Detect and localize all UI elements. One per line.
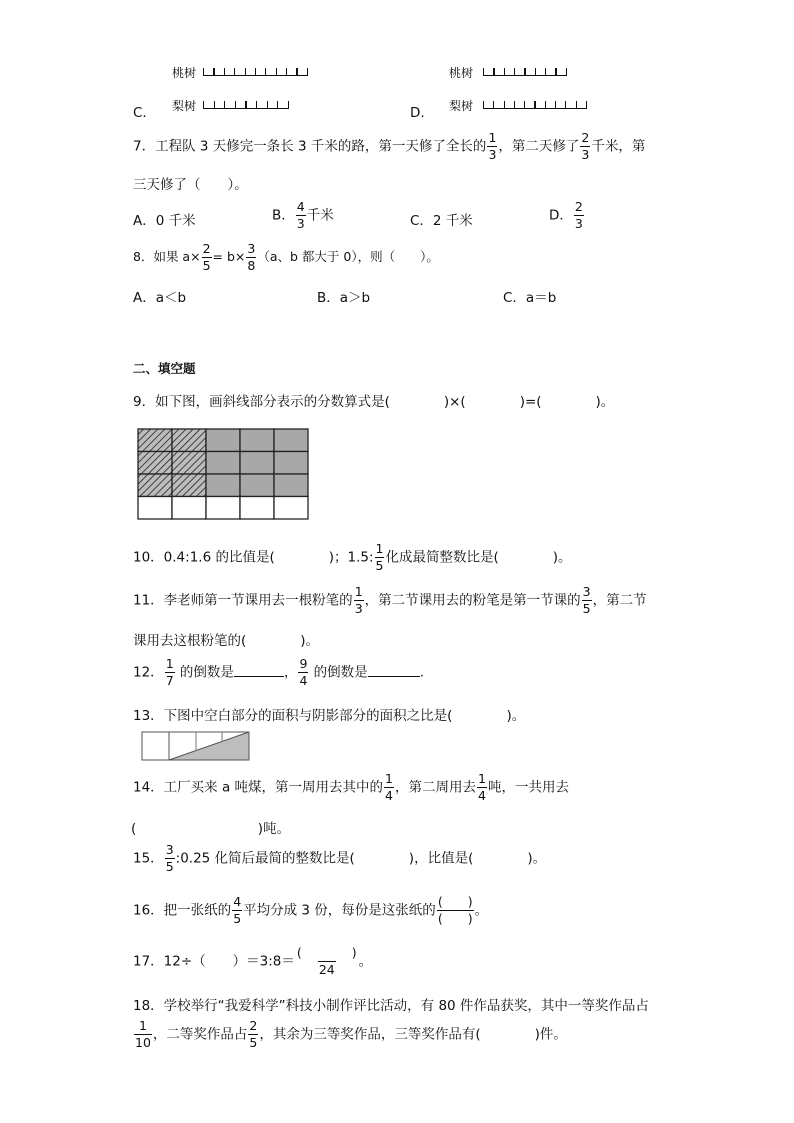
q7-question-line2: 三天修了（ ）。 (133, 177, 248, 193)
answer-blank[interactable] (234, 676, 284, 677)
ruler-tick (524, 68, 525, 75)
q17-question: 17．12÷（ ）＝3:8＝ $\frac{( )}{24}$ 。 (133, 945, 373, 977)
ruler-tick (514, 101, 515, 108)
ruler-tick (256, 101, 257, 108)
ruler-tick (224, 68, 225, 75)
grid-cell (138, 452, 172, 475)
ruler-tick (214, 101, 215, 108)
fraction: $\frac{2}{3}$ (581, 130, 590, 162)
q6-d-pear-ruler (483, 101, 587, 109)
grid-cell (240, 497, 274, 520)
ruler-tick (213, 68, 214, 75)
grid-cell (172, 497, 206, 520)
fraction: $\frac{1}{4}$ (385, 771, 393, 803)
fraction: $\frac{1}{5}$ (375, 541, 384, 573)
q6-c-peach-label: 桃树 (172, 66, 197, 80)
grid-cell (274, 474, 308, 497)
ruler-tick (504, 101, 505, 108)
answer-blank[interactable] (368, 676, 420, 677)
fraction: $\frac{2}{3}$ (574, 199, 583, 231)
q6-c-pear-ruler (203, 101, 289, 109)
grid-cell (240, 429, 274, 452)
fraction: $\frac{4}{5}$ (233, 894, 242, 926)
fraction: $\frac{2}{5}$ (249, 1018, 258, 1050)
q8-option-c[interactable]: C．a＝b (503, 290, 557, 306)
ruler-tick (307, 68, 308, 75)
ruler-tick (286, 68, 287, 75)
ruler-tick (514, 68, 515, 75)
q15-question: 15． $\frac{3}{5}$ :0.25 化简后最简的整数比是( )，比值是( )。 (133, 842, 547, 874)
q12-question: 12． $\frac{1}{7}$ 的倒数是 ， $\frac{9}{4}$ 的倒数是 . (133, 656, 424, 688)
grid-cell (172, 452, 206, 475)
ruler-tick (224, 101, 225, 108)
ruler-tick (566, 68, 567, 75)
ruler-tick (493, 68, 494, 75)
ruler-tick (265, 68, 266, 75)
ruler-tick (276, 68, 277, 75)
answer-fraction[interactable]: $\frac{( )}{24}$ (296, 945, 357, 977)
fraction: $\frac{3}{5}$ (582, 584, 591, 616)
ruler-tick (288, 101, 289, 108)
ruler-tick (483, 101, 484, 108)
fraction: $\frac{9}{4}$ (299, 656, 308, 688)
ruler-tick (524, 101, 525, 108)
fraction: $\frac{1}{4}$ (478, 771, 486, 803)
q7-option-b[interactable]: B． $\frac{4}{3}$ 千米 (272, 199, 334, 231)
grid-cell (206, 429, 240, 452)
ruler-tick (586, 101, 587, 108)
fraction: $\frac{1}{10}$ (135, 1018, 151, 1050)
q11-question-line2: 课用去这根粉笔的( )。 (133, 633, 320, 649)
grid-cell (274, 429, 308, 452)
q18-question-line2: $\frac{1}{10}$ ，二等奖作品占 $\frac{2}{5}$ ，其余为三等奖作品，三等奖作品有( )件。 (135, 1018, 567, 1050)
grid-cell (172, 474, 206, 497)
fraction: $\frac{1}{3}$ (488, 130, 497, 162)
ruler-tick (555, 101, 556, 108)
ruler-tick (493, 101, 494, 108)
ruler-tick (576, 101, 577, 108)
ruler-tick (203, 101, 204, 108)
grid-cell (206, 474, 240, 497)
ruler-tick (267, 101, 268, 108)
q6-option-d[interactable]: D. (410, 105, 425, 121)
fraction: $\frac{3}{8}$ (247, 241, 256, 273)
ruler-tick (277, 101, 278, 108)
ruler-tick (555, 68, 556, 75)
q9-grid-figure (137, 428, 311, 520)
grid-cell (206, 452, 240, 475)
ruler-tick (245, 101, 246, 108)
ruler-tick (203, 68, 204, 75)
grid-cell (206, 497, 240, 520)
grid-cell (138, 497, 172, 520)
q6-d-pear-label: 梨树 (449, 99, 474, 113)
ruler-tick (235, 101, 236, 108)
q11-question: 11．李老师第一节课用去一根粉笔的 $\frac{1}{3}$ ，第二节课用去的粉笔是第一节课的 $\frac{3}{5}$ ，第二节 (133, 584, 647, 616)
ruler-tick (534, 101, 535, 108)
fraction: $\frac{3}{5}$ (165, 842, 174, 874)
ruler-tick (565, 101, 566, 108)
q14-question: 14．工厂买来 a 吨煤，第一周用去其中的 $\frac{1}{4}$ ，第二周用去 $\frac{1}{4}$ 吨，一共用去 (133, 771, 569, 803)
q6-option-c[interactable]: C. (133, 105, 147, 121)
ruler-tick (545, 101, 546, 108)
q6-d-peach-ruler (483, 68, 567, 76)
q13-rect-figure (141, 731, 251, 761)
ruler-tick (255, 68, 256, 75)
q7-option-d[interactable]: D． $\frac{2}{3}$ (549, 199, 583, 231)
q6-c-pear-label: 梨树 (172, 99, 197, 113)
q7-question: 7．工程队 3 天修完一条长 3 千米的路，第一天修了全长的 $\frac{1}{3}$ ，第二天修了 $\frac{2}{3}$ 千米，第 (133, 130, 646, 162)
ruler-tick (234, 68, 235, 75)
q7-option-a[interactable]: A．0 千米 (133, 213, 196, 229)
ruler-tick (245, 68, 246, 75)
q8-option-a[interactable]: A．a＜b (133, 290, 187, 306)
fraction: $\frac{1}{3}$ (354, 584, 363, 616)
q16-question: 16．把一张纸的 $\frac{4}{5}$ 平均分成 3 份，每份是这张纸的 $\frac{( )}{( )}$ 。 (133, 894, 489, 926)
ruler-tick (296, 68, 297, 75)
q14-question-line2: ( )吨。 (131, 821, 291, 837)
q8-question: 8．如果 a× $\frac{2}{5}$ = b× $\frac{3}{8}$ （a、b 都大于 0），则（ ）。 (133, 241, 439, 273)
q7-option-c[interactable]: C．2 千米 (410, 213, 473, 229)
answer-fraction[interactable]: $\frac{( )}{( )}$ (437, 894, 473, 926)
q13-question: 13．下图中空白部分的面积与阴影部分的面积之比是( )。 (133, 708, 526, 724)
q6-d-peach-label: 桃树 (449, 66, 474, 80)
grid-cell (240, 452, 274, 475)
fraction: $\frac{2}{5}$ (202, 241, 211, 273)
q9-question: 9．如下图，画斜线部分表示的分数算式是( )×( )=( )。 (133, 394, 615, 410)
grid-cell (274, 497, 308, 520)
fraction: $\frac{1}{7}$ (165, 656, 174, 688)
q6-c-peach-ruler (203, 68, 308, 76)
ruler-tick (504, 68, 505, 75)
ruler-tick (535, 68, 536, 75)
grid-cell (240, 474, 274, 497)
section-heading: 二、填空题 (133, 361, 196, 376)
grid-cell (274, 452, 308, 475)
grid-cell (138, 474, 172, 497)
grid-cell (172, 429, 206, 452)
q10-question: 10．0.4:1.6 的比值是( )；1.5: $\frac{1}{5}$ 化成最简整数比是( )。 (133, 541, 572, 573)
q8-option-b[interactable]: B．a＞b (317, 290, 371, 306)
grid-cell (138, 429, 172, 452)
fraction: $\frac{4}{3}$ (296, 199, 305, 231)
ruler-tick (545, 68, 546, 75)
ruler-tick (483, 68, 484, 75)
q18-question: 18．学校举行“我爱科学”科技小制作评比活动，有 80 件作品获奖，其中一等奖作品占 (133, 998, 649, 1014)
